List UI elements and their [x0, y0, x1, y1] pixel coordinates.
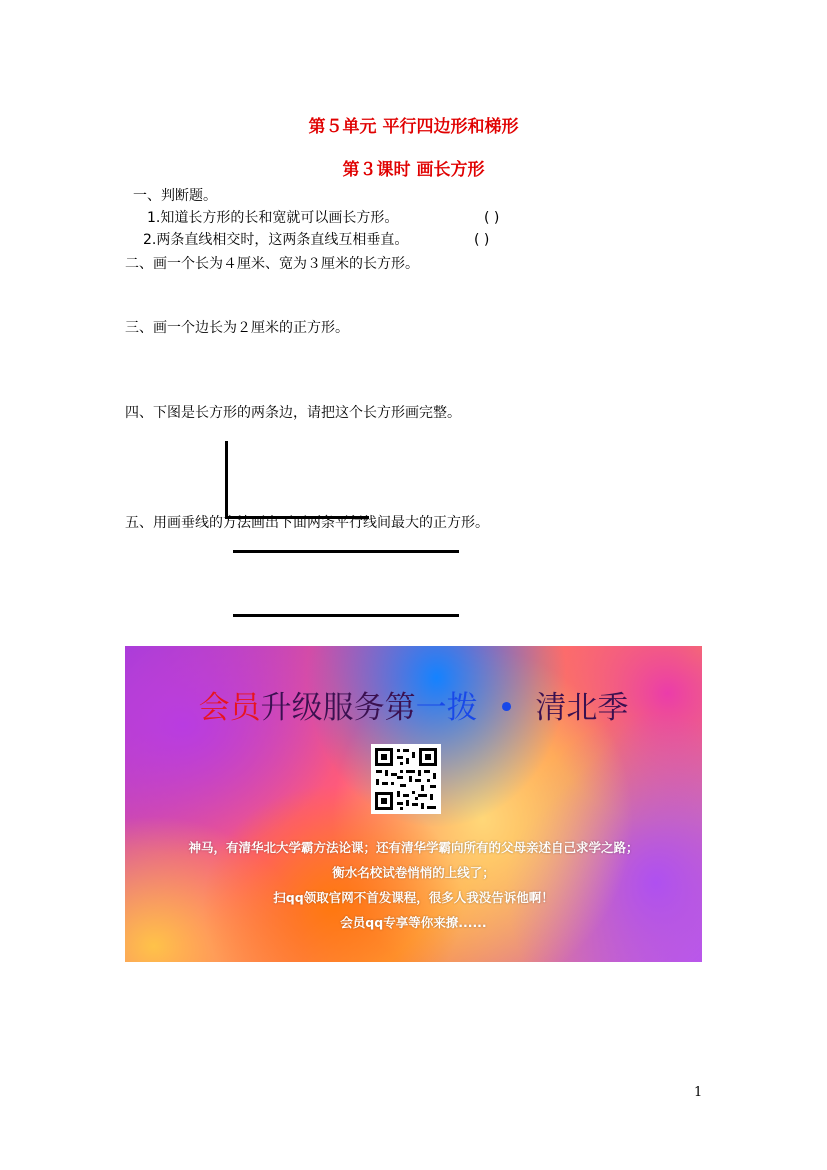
rectangle-vertical-side [225, 441, 228, 519]
banner-line-2: 衡水名校试卷悄悄的上线了； [332, 865, 495, 880]
banner-title-part-5: 清北季 [535, 690, 629, 726]
promo-banner [125, 646, 702, 962]
banner-title-part-3: 一拨 [415, 690, 478, 726]
parallel-line-top [233, 550, 459, 553]
question-1-item-1-blank: ( ) [484, 210, 500, 226]
banner-title [125, 682, 702, 727]
page-title: 第５单元 平行四边形和梯形 [308, 117, 519, 137]
question-1-item-2: 2.两条直线相交时，这两条直线互相垂直。 [143, 232, 409, 248]
page-number: 1 [694, 1085, 703, 1100]
question-5: 五、用画垂线的方法画出下面两条平行线间最大的正方形。 [125, 515, 489, 531]
qr-code-icon[interactable] [371, 744, 441, 814]
banner-title-part-2: 升级服务第 [260, 690, 416, 726]
question-1-item-1: 1.知道长方形的长和宽就可以画长方形。 [147, 210, 399, 226]
banner-line-3: 扫qq领取官网不首发课程，很多人我没告诉他啊！ [273, 890, 554, 905]
banner-title-part-1: 会员 [198, 690, 261, 726]
page-subtitle: 第３课时 画长方形 [342, 160, 485, 180]
question-1-item-2-blank: ( ) [474, 232, 490, 248]
parallel-line-bottom [233, 614, 459, 617]
question-4: 四、下图是长方形的两条边，请把这个长方形画完整。 [125, 405, 461, 421]
banner-title-bullet: • [477, 690, 536, 726]
question-3: 三、画一个边长为２厘米的正方形。 [125, 320, 349, 336]
question-1-heading: 一、判断题。 [133, 188, 217, 204]
question-2: 二、画一个长为４厘米、宽为３厘米的长方形。 [125, 256, 419, 272]
banner-line-4: 会员qq专享等你来撩...... [340, 915, 487, 930]
banner-line-1: 神马，有清华北大学霸方法论课；还有清华学霸向所有的父母亲述自己求学之路； [188, 840, 639, 855]
